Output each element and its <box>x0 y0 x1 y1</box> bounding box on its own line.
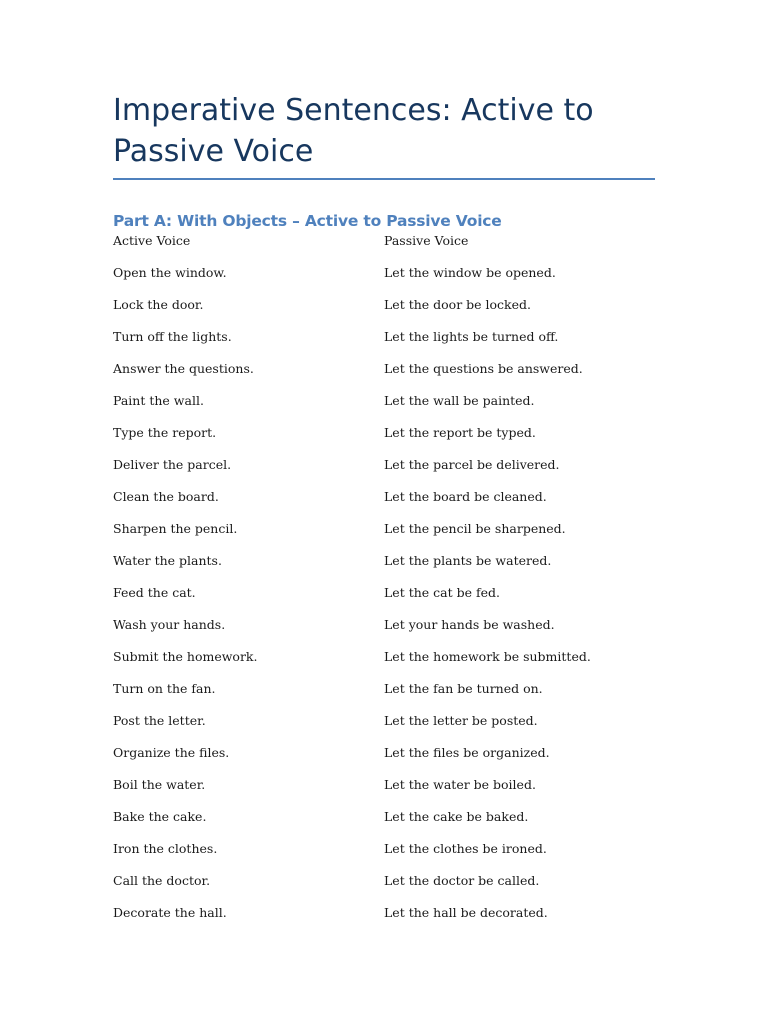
active-voice-cell: Answer the questions. <box>113 361 254 376</box>
active-voice-cell: Water the plants. <box>113 553 222 568</box>
table-row <box>113 296 655 328</box>
passive-voice-cell: Let the board be cleaned. <box>384 489 547 504</box>
table-row <box>113 424 655 456</box>
active-voice-cell: Submit the homework. <box>113 649 258 664</box>
table-row <box>113 328 655 360</box>
active-voice-cell: Deliver the parcel. <box>113 457 232 472</box>
passive-voice-cell: Let the lights be turned off. <box>384 329 559 344</box>
passive-voice-cell: Let the pencil be sharpened. <box>384 521 566 536</box>
passive-voice-cell: Let the water be boiled. <box>384 777 536 792</box>
active-voice-cell: Paint the wall. <box>113 393 204 408</box>
table-row <box>113 840 655 872</box>
table-row <box>113 680 655 712</box>
passive-voice-cell: Let the homework be submitted. <box>384 649 591 664</box>
active-voice-cell: Clean the board. <box>113 489 219 504</box>
table-header-row <box>113 232 655 264</box>
page-title: Imperative Sentences: Active to Passive Voice <box>113 93 594 169</box>
active-voice-cell: Iron the clothes. <box>113 841 218 856</box>
active-voice-cell: Call the doctor. <box>113 873 211 888</box>
active-voice-cell: Bake the cake. <box>113 809 207 824</box>
table-row <box>113 872 655 904</box>
active-voice-cell: Turn on the fan. <box>113 681 216 696</box>
table-row <box>113 552 655 584</box>
passive-voice-cell: Let the door be locked. <box>384 297 531 312</box>
active-voice-cell: Post the letter. <box>113 713 206 728</box>
active-voice-cell: Feed the cat. <box>113 585 196 600</box>
table-row <box>113 456 655 488</box>
table-row <box>113 712 655 744</box>
table-row <box>113 808 655 840</box>
passive-voice-cell: Let the files be organized. <box>384 745 550 760</box>
document-page <box>113 90 655 936</box>
passive-voice-cell: Let the doctor be called. <box>384 873 540 888</box>
passive-voice-cell: Let the report be typed. <box>384 425 536 440</box>
passive-voice-cell: Let the plants be watered. <box>384 553 552 568</box>
conversion-table <box>113 232 655 936</box>
table-row <box>113 904 655 936</box>
active-voice-cell: Lock the door. <box>113 297 204 312</box>
table-row <box>113 520 655 552</box>
active-voice-cell: Type the report. <box>113 425 217 440</box>
passive-voice-cell: Let the window be opened. <box>384 265 556 280</box>
passive-voice-cell: Let your hands be washed. <box>384 617 555 632</box>
table-body <box>113 264 655 936</box>
passive-voice-cell: Let the parcel be delivered. <box>384 457 560 472</box>
active-voice-cell: Boil the water. <box>113 777 206 792</box>
table-row <box>113 584 655 616</box>
passive-voice-cell: Let the wall be painted. <box>384 393 535 408</box>
title-divider <box>113 178 655 180</box>
passive-voice-cell: Let the cake be baked. <box>384 809 529 824</box>
table-row <box>113 776 655 808</box>
active-voice-cell: Open the window. <box>113 265 227 280</box>
passive-voice-cell: Let the hall be decorated. <box>384 905 548 920</box>
column-header-passive: Passive Voice <box>384 233 469 248</box>
table-row <box>113 392 655 424</box>
passive-voice-cell: Let the cat be fed. <box>384 585 500 600</box>
active-voice-cell: Sharpen the pencil. <box>113 521 238 536</box>
table-row <box>113 744 655 776</box>
section-heading: Part A: With Objects – Active to Passive Voice <box>113 212 502 230</box>
active-voice-cell: Decorate the hall. <box>113 905 227 920</box>
table-row <box>113 264 655 296</box>
passive-voice-cell: Let the letter be posted. <box>384 713 538 728</box>
column-header-active: Active Voice <box>113 233 191 248</box>
passive-voice-cell: Let the clothes be ironed. <box>384 841 547 856</box>
table-row <box>113 488 655 520</box>
table-row <box>113 648 655 680</box>
table-row <box>113 616 655 648</box>
passive-voice-cell: Let the fan be turned on. <box>384 681 543 696</box>
passive-voice-cell: Let the questions be answered. <box>384 361 583 376</box>
active-voice-cell: Wash your hands. <box>113 617 226 632</box>
table-row <box>113 360 655 392</box>
active-voice-cell: Turn off the lights. <box>113 329 232 344</box>
active-voice-cell: Organize the files. <box>113 745 230 760</box>
